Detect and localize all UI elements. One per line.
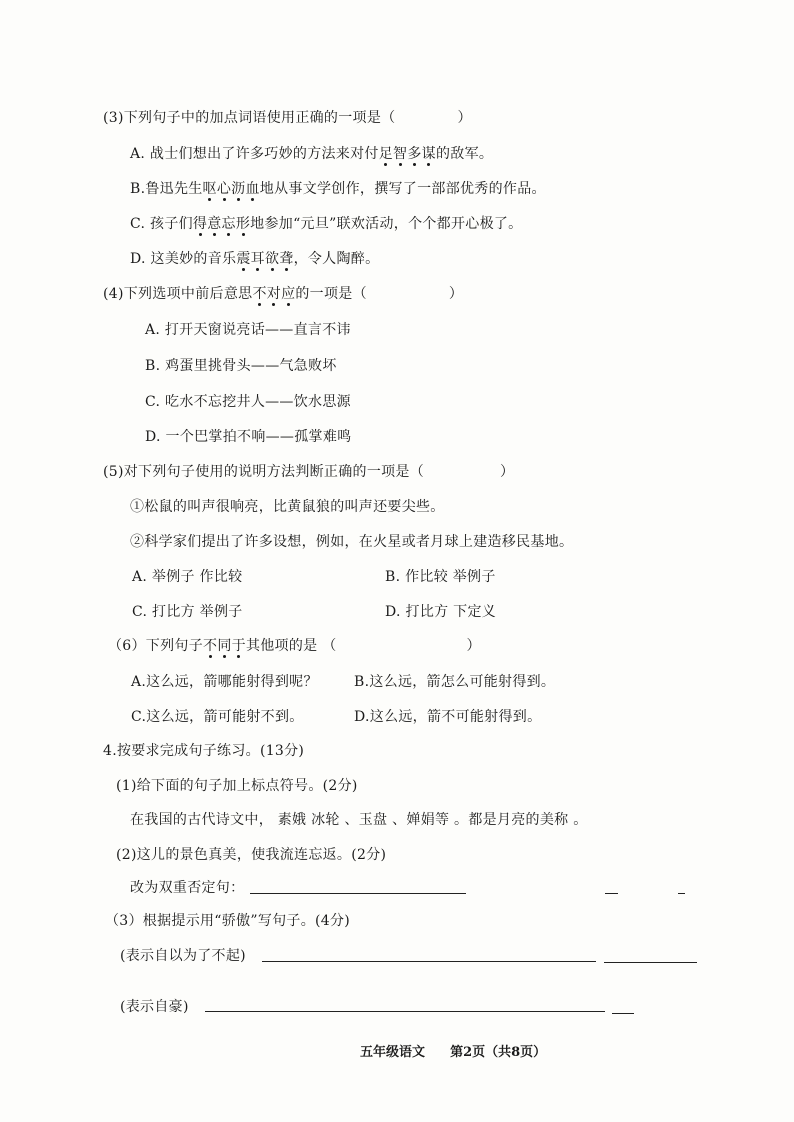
emphasis-dot-char: 沥: [231, 181, 246, 197]
emphasis-dot-char: 耳: [250, 251, 265, 267]
s4-part-3-hint-b: (表示自豪): [120, 999, 189, 1015]
footer-subject: 五年级语文: [360, 1045, 426, 1060]
q3-stem: [103, 108, 472, 128]
section-4-title: 4.按要求完成句子练习。(13分): [103, 743, 305, 759]
q3-a-post: 的敌军。: [435, 146, 494, 162]
emphasis-dot-char: 欲: [264, 251, 280, 267]
q4-stem: [103, 284, 463, 304]
q6-bracket-close: ）: [466, 638, 481, 654]
q5-option-a: A. 举例子 作比较: [132, 569, 243, 585]
q3-a-pre: A. 战士们想出了许多巧妙的方法来对付: [130, 146, 379, 162]
emphasis-dot-char: 呕: [202, 181, 217, 197]
q4-bracket-close: ）: [448, 286, 464, 302]
answer-line-double-negative[interactable]: [250, 893, 466, 894]
q6-stem: [108, 636, 481, 656]
page-footer: [360, 1041, 546, 1060]
q4-option-d: D. 一个巴掌拍不响——孤掌难鸣: [145, 429, 352, 445]
emphasis-dot-char: 同: [217, 638, 232, 654]
s4-part-1: (1)给下面的句子加上标点符号。(2分): [116, 778, 358, 794]
answer-line-tail-2: [678, 893, 685, 894]
emphasis-dot-char: 形: [235, 216, 251, 232]
s4-part-1-sentence: 在我国的古代诗文中， 素娥 冰轮 、玉盘 、婵娟等 。都是月亮的美称 。: [130, 812, 588, 828]
emphasis-dot-char: 足: [378, 146, 394, 162]
s4-part-2: (2)这儿的景色真美，使我流连忘返。(2分): [116, 847, 387, 863]
q3-d-pre: D. 这美妙的音乐: [130, 251, 237, 267]
s4-part-3: （3）根据提示用“骄傲”写句子。(4分): [105, 913, 351, 929]
answer-line-proud-b-end: [612, 1013, 634, 1014]
emphasis-dot-char: 得: [192, 216, 208, 232]
answer-line-proud-a-end[interactable]: [604, 962, 697, 963]
q4-stem-post: 的一项是（: [295, 286, 367, 302]
emphasis-dot-char: 意: [207, 216, 222, 232]
q3-option-c: [130, 214, 523, 234]
emphasis-dot-char: 智: [393, 146, 408, 162]
emphasis-dot-char: 心: [216, 181, 232, 197]
q6-option-a: A.这么远，箭哪能射得到呢？: [131, 674, 318, 690]
q6-stem-pre: （6）下列句子: [108, 638, 204, 654]
q3-option-b: [130, 179, 546, 199]
q5-sentence-2: ②科学家们提出了许多设想，例如，在火星或者月球上建造移民基地。: [130, 534, 574, 550]
q5-stem: [103, 462, 514, 482]
answer-line-tail-1: [605, 893, 618, 894]
q3-d-post: ，令人陶醉。: [293, 251, 380, 267]
emphasis-dot-char: 于: [231, 638, 246, 654]
q3-d-dotted: [236, 251, 293, 267]
q3-b-dotted: [203, 181, 260, 197]
q3-b-post: 地从事文学创作，撰写了一部部优秀的作品。: [259, 181, 546, 197]
q3-stem-text: (3)下列句子中的加点词语使用正确的一项是（: [103, 110, 396, 126]
q5-option-b: B. 作比较 举例子: [385, 569, 496, 585]
q5-bracket-close: ）: [500, 464, 515, 480]
q5-stem-text: (5)对下列句子使用的说明方法判断正确的一项是（: [103, 464, 425, 480]
footer-page-number: 第2页（共8页）: [450, 1045, 547, 1060]
q4-option-a: A. 打开天窗说亮话——直言不讳: [145, 322, 351, 338]
q4-stem-pre: (4)下列选项中前后意思: [103, 286, 253, 302]
emphasis-dot-char: 不: [252, 286, 267, 302]
q3-b-pre: B.鲁迅先生: [130, 181, 203, 197]
answer-line-proud-b[interactable]: [205, 1011, 605, 1012]
q3-bracket-close: ）: [457, 110, 472, 126]
emphasis-dot-char: 应: [281, 286, 296, 302]
q6-option-b: B.这么远，箭怎么可能射得到。: [354, 674, 556, 690]
s4-part-2-prompt: 改为双重否定句：: [130, 880, 245, 896]
answer-line-proud-a[interactable]: [262, 961, 596, 962]
emphasis-dot-char: 对: [266, 286, 282, 302]
emphasis-dot-char: 不: [203, 638, 218, 654]
q5-sentence-1: ①松鼠的叫声很响亮，比黄鼠狼的叫声还要尖些。: [130, 499, 445, 515]
emphasis-dot-char: 血: [245, 181, 260, 197]
emphasis-dot-char: 聋: [279, 251, 294, 267]
q3-c-pre: C. 孩子们: [130, 216, 193, 232]
emphasis-dot-char: 震: [236, 251, 251, 267]
q6-option-d: D.这么远，箭不可能射得到。: [354, 709, 542, 725]
emphasis-dot-char: 多: [407, 146, 422, 162]
s4-part-3-hint-a: (表示自以为了不起): [120, 948, 246, 964]
q5-option-c: C. 打比方 举例子: [132, 604, 243, 620]
q4-option-c: C. 吃水不忘挖井人——饮水思源: [145, 394, 351, 410]
q3-option-a: [130, 144, 493, 164]
emphasis-dot-char: 谋: [421, 146, 436, 162]
q4-option-b: B. 鸡蛋里挑骨头——气急败坏: [145, 358, 337, 374]
q6-option-c: C.这么远，箭可能射不到。: [131, 709, 304, 725]
q3-option-d: [130, 249, 379, 269]
q3-c-post: 地参加“元旦”联欢活动，个个都开心极了。: [250, 216, 523, 232]
emphasis-dot-char: 忘: [221, 216, 236, 232]
q3-c-dotted: [193, 216, 250, 232]
q4-stem-dotted: [252, 286, 295, 302]
q3-a-dotted: [379, 146, 436, 162]
q5-option-d: D. 打比方 下定义: [385, 604, 497, 620]
q6-stem-post: 其他项的是 （: [245, 638, 337, 654]
q6-stem-dotted: [203, 638, 246, 654]
